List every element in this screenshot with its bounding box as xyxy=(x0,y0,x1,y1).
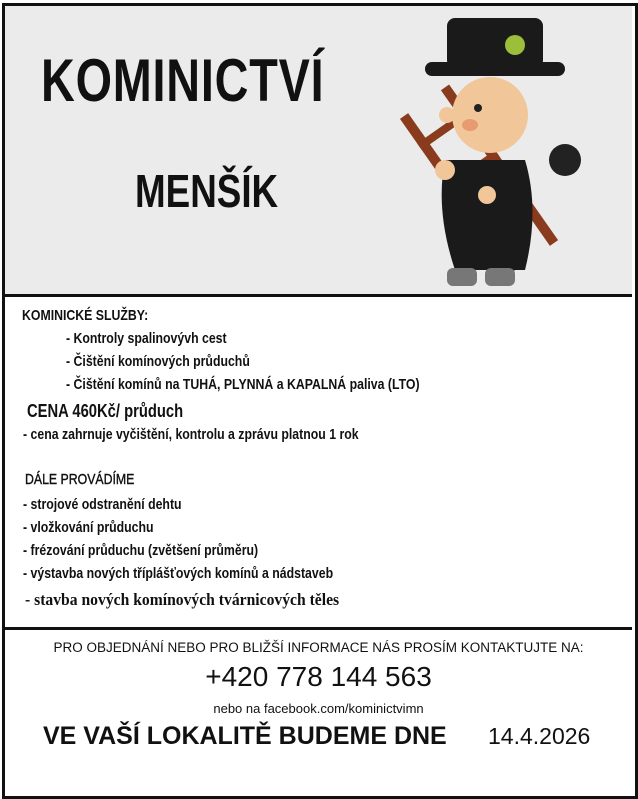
extra-item: - stavba nových komínových tvárnicových těles xyxy=(25,590,340,609)
extra-heading: DÁLE PROVÁDÍME xyxy=(25,471,135,488)
services-heading: KOMINICKÉ SLUŽBY: xyxy=(22,307,149,324)
title: KOMINICTVÍ xyxy=(41,47,325,114)
extra-item: - výstavba nových tříplášťových komínů a nádstaveb xyxy=(23,565,334,582)
contact-intro: PRO OBJEDNÁNÍ NEBO PRO BLIŽŠÍ INFORMACE NÁS PROSÍM KONTAKTUJTE NA: xyxy=(53,640,584,655)
visit-label: VE VAŠÍ LOKALITĚ BUDEME DNE xyxy=(43,722,447,750)
service-item: - Kontroly spalinovývh cest xyxy=(66,330,227,347)
extra-item: - vložkování průduchu xyxy=(23,519,154,536)
subtitle: MENŠÍK xyxy=(135,165,279,217)
price: CENA 460Kč/ průduch xyxy=(27,401,184,421)
extra-item: - strojové odstranění dehtu xyxy=(23,496,182,513)
header xyxy=(5,6,632,297)
chimney-sweep-illustration xyxy=(375,10,615,295)
visit-date: 14.4.2026 xyxy=(488,723,591,749)
service-item: - Čištění komínových průduchů xyxy=(66,353,250,370)
extra-item: - frézování průduchu (zvětšení průměru) xyxy=(23,542,259,559)
price-note: - cena zahrnuje vyčištění, kontrolu a zprávu platnou 1 rok xyxy=(23,426,359,443)
services-section xyxy=(5,297,632,630)
service-item: - Čištění komínů na TUHÁ, PLYNNÁ a KAPALNÁ paliva (LTO) xyxy=(66,376,420,393)
phone-number: +420 778 144 563 xyxy=(205,661,432,692)
facebook-link: nebo na facebook.com/kominictvimn xyxy=(213,701,424,716)
